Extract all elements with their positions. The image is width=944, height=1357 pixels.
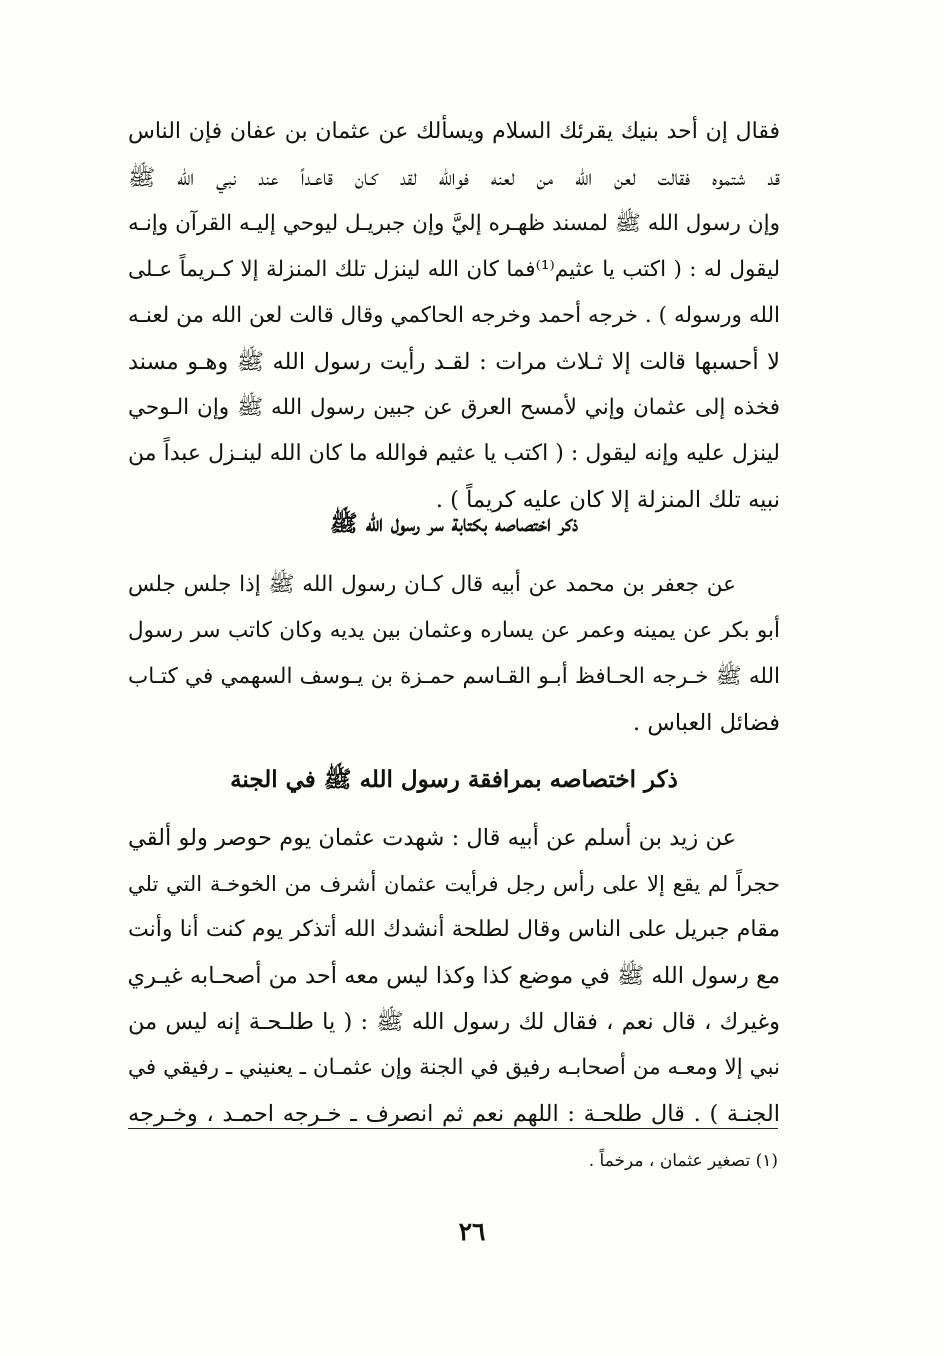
paragraph-line: فقال إن أحد بنيك يقرئك السلام ويسألك عن عثمان بن عفان فإن الناس: [128, 119, 780, 144]
paragraph-narration-aisha: [128, 109, 780, 523]
footnote-divider: [128, 1128, 778, 1129]
footnote: (١) تصغير عثمان ، مرخماً .: [588, 1151, 778, 1171]
paragraph-line: الله ﷺ خـرجه الحـافظ أبـو القـاسم حمـزة بن يـوسف السهمي في كتـاب: [128, 664, 780, 689]
paragraph-line: الجنـة ) . قال طلحـة : اللهم نعم ثم انصرف ـ خـرجه احمـد ، وخـرجه: [128, 1101, 780, 1127]
paragraph-line: مع رسول الله ﷺ في موضع كذا وكذا ليس معه أحد من أصحـابه غيـري: [128, 963, 780, 989]
paragraph-line: نبي إلا ومعـه من أصحابـه رفيق في الجنة وإن عثمـان ـ يعنيني ـ رفيقي في: [128, 1055, 780, 1080]
paragraph-line: ليقول له : ( اكتب يا عثيم⁽¹⁾فما كان الله لينزل تلك المنزلة إلا كـريماً عـلى: [128, 257, 780, 282]
paragraph-line: الله ورسوله ) . خرجه أحمد وخرجه الحاكمي وقال قالت لعن الله من لعنـه: [128, 303, 780, 328]
paragraph-line: نبيه تلك المنزلة إلا كان عليه كريماً ) .: [435, 487, 780, 513]
section-heading-secret-writing: ذكر اختصاصه بكتابة سر رسول الله ﷺ: [329, 510, 579, 537]
paragraph-line: أبو بكر عن يمينه وعمر عن يساره وعثمان بين يديه وكان كاتب سر رسول: [128, 618, 780, 643]
paragraph-line: وغيرك ، قال نعم ، فقال لك رسول الله ﷺ : ( يا طلـحـة إنه ليس من: [128, 1009, 780, 1035]
paragraph-line: قد شتموه فقالت لعن الله من لعنه فوالله لقد كـان قاعـداً عند نبي الله ﷺ: [128, 165, 780, 191]
paragraph-line: مقام جبريل على الناس وقال لطلحة أنشدك الله أتذكر يوم كنت أنا وأنت: [128, 917, 780, 942]
section-heading-paradise-companion: ذكر اختصاصه بمرافقة رسول الله ﷺ في الجنة: [230, 766, 678, 793]
paragraph-line: فخذه إلى عثمان وإني لأمسح العرق عن جبين رسول الله ﷺ وإن الـوحي: [128, 395, 780, 420]
paragraph-line: عن زيد بن أسلم عن أبيه قال : شهدت عثمان يوم حوصر ولو ألقي: [128, 825, 736, 851]
paragraph-narration-zayd: [128, 815, 780, 1137]
paragraph-line: حجراً لم يقع إلا على رأس رجل فرأيت عثمان أشرف من الخوخـة التي تلي: [128, 872, 780, 896]
page-number: ٢٦: [458, 1217, 486, 1246]
paragraph-line: فضائل العباس .: [633, 710, 780, 736]
paragraph-line: لينزل عليه وإنه ليقول : ( اكتب يا عثيم فوالله ما كان الله لينـزل عبداً من: [128, 441, 780, 466]
paragraph-line: لا أحسبها قالت إلا ثـلاث مرات : لقـد رأيت رسول الله ﷺ وهـو مسند: [128, 349, 780, 375]
paragraph-line: عن جعفر بن محمد عن أبيه قال كـان رسول الله ﷺ إذا جلس جلس: [128, 572, 736, 597]
paragraph-line: وإن رسول الله ﷺ لمسند ظهـره إليَّ وإن جبريـل ليوحي إليـه القرآن وإنـه: [128, 211, 780, 236]
paragraph-narration-jafar: [128, 562, 780, 746]
